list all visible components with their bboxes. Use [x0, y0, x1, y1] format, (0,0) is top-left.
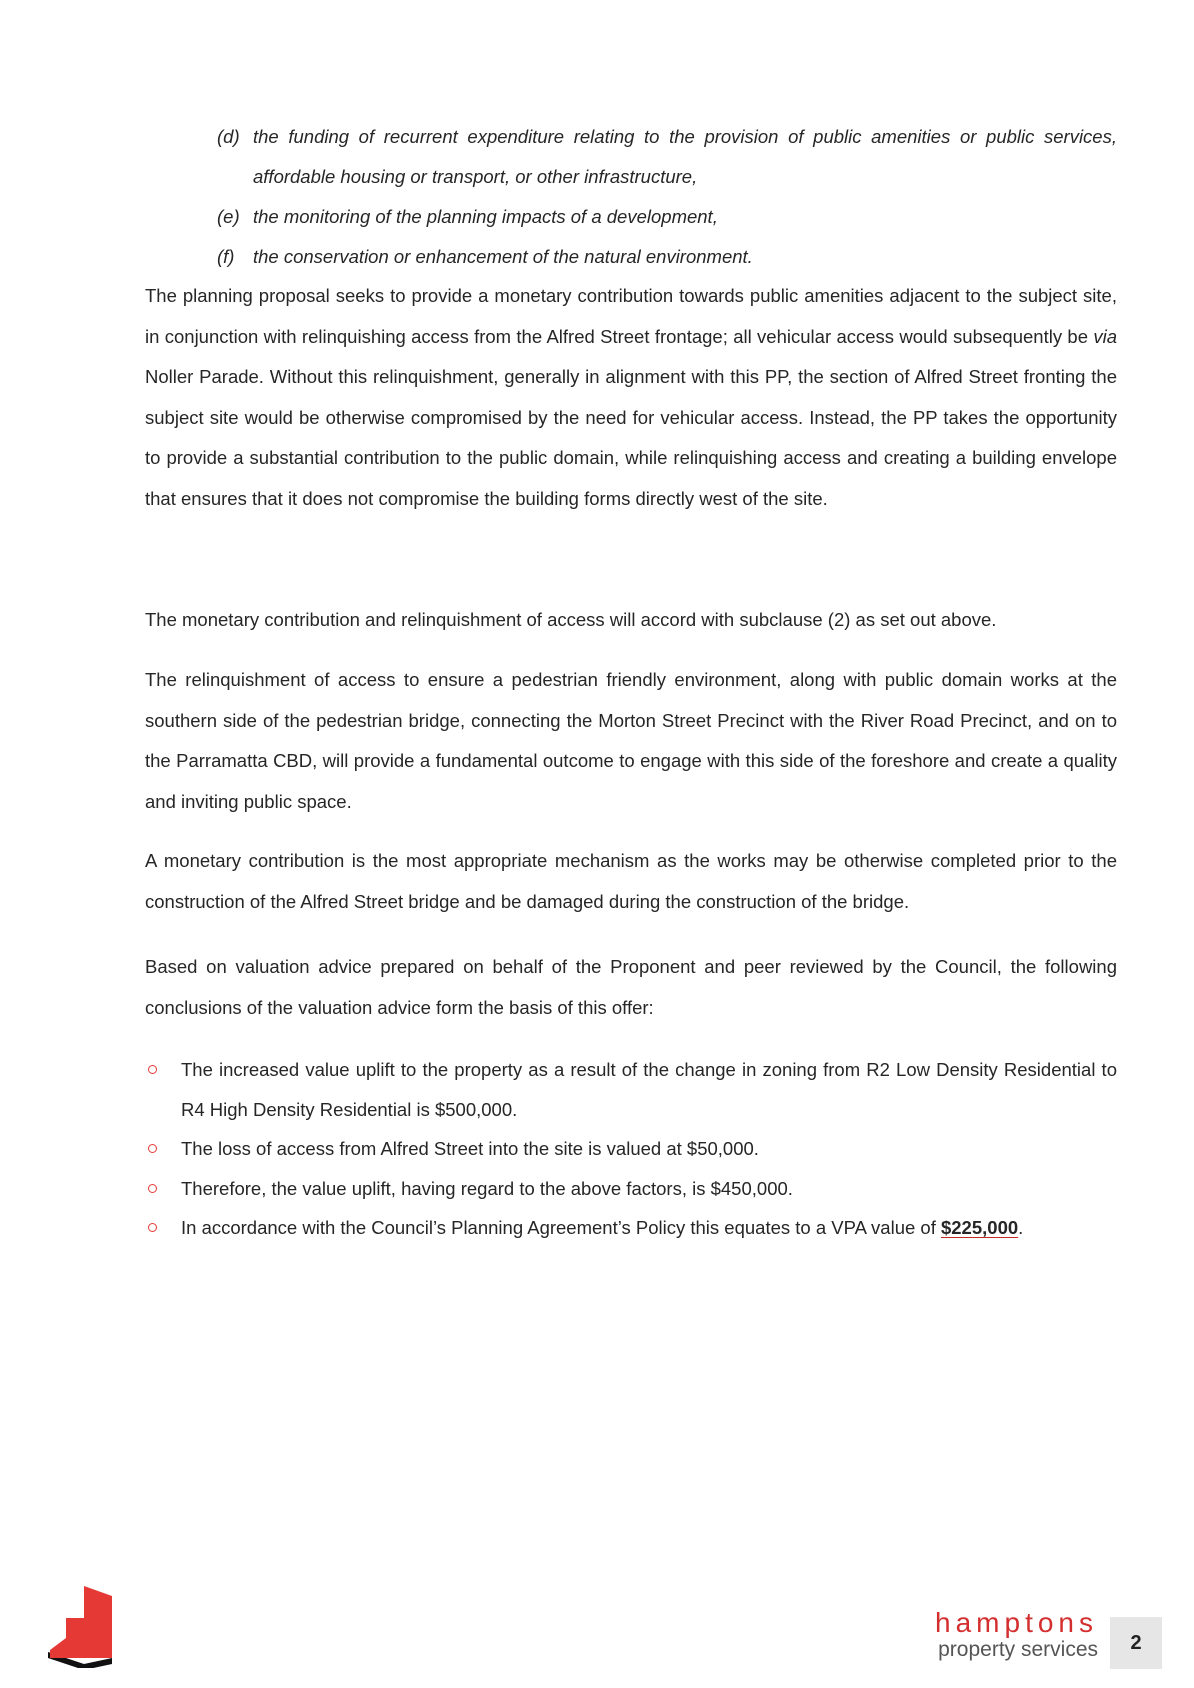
- brand-wordmark: [935, 1608, 1098, 1662]
- clause-text: the funding of recurrent expenditure relating to the provision of public amenities or public services, affordable housing or transport, or other infrastructure,: [253, 126, 1117, 187]
- page-number: 2: [1110, 1617, 1162, 1669]
- clause-item-e: [217, 197, 1117, 237]
- list-item-text: Therefore, the value uplift, having regard to the above factors, is $450,000.: [181, 1177, 793, 1199]
- list-item: [145, 1169, 1117, 1209]
- bullet-circle-icon: [148, 1223, 157, 1232]
- clause-text: the monitoring of the planning impacts of a development,: [253, 206, 718, 227]
- brand-name: hamptons: [935, 1607, 1098, 1638]
- clause-marker: (e): [217, 206, 240, 227]
- paragraph-planning-proposal: [145, 276, 1117, 519]
- clause-marker: (d): [217, 126, 240, 147]
- paragraph-text: The planning proposal seeks to provide a monetary contribution towards public amenities adjacent to the subject site, in conjunction with relinquishing access from the Alfred Street frontage; all vehicular access would subsequently be: [145, 285, 1117, 347]
- paragraph-text: Noller Parade. Without this relinquishment, generally in alignment with this PP, the section of Alfred Street fronting the subject site would be otherwise compromised by the need for vehicular access. Instead, the PP takes the opportunity to provide a substantial contribution to the public domain, while relinquishing access and creating a building envelope that ensures that it does not compromise the building forms directly west of the site.: [145, 366, 1117, 509]
- list-item-text: In accordance with the Council’s Planning Agreement’s Policy this equates to a VPA value of: [181, 1217, 941, 1238]
- paragraph-mechanism: A monetary contribution is the most appropriate mechanism as the works may be otherwise completed prior to the construction of the Alfred Street bridge and be damaged during the construction of the bridge.: [145, 850, 1117, 912]
- list-item: [145, 1208, 1117, 1248]
- clause-text: the conservation or enhancement of the natural environment.: [253, 246, 753, 267]
- list-item: [145, 1129, 1117, 1169]
- bullet-circle-icon: [148, 1065, 157, 1074]
- clause-item-d: [217, 117, 1117, 197]
- list-item: [145, 1050, 1117, 1129]
- bullet-circle-icon: [148, 1144, 157, 1153]
- building-logo-icon: [46, 1578, 116, 1668]
- paragraph-accord: The monetary contribution and relinquishment of access will accord with subclause (2) as set out above.: [145, 609, 997, 630]
- list-item-end: .: [1018, 1217, 1024, 1238]
- vpa-value: $225,000: [940, 1217, 1019, 1238]
- list-item-text: The loss of access from Alfred Street into the site is valued at $50,000.: [181, 1138, 759, 1159]
- clause-marker: (f): [217, 246, 235, 267]
- list-item-text: The increased value uplift to the property as a result of the change in zoning from R2 Low Density Residential to R4 High Density Residential is $500,000.: [181, 1059, 1117, 1120]
- paragraph-valuation: Based on valuation advice prepared on behalf of the Proponent and peer reviewed by the Council, the following conclusions of the valuation advice form the basis of this offer:: [145, 956, 1117, 1018]
- clause-sublist: [217, 117, 1117, 277]
- paragraph-relinquishment: The relinquishment of access to ensure a pedestrian friendly environment, along with public domain works at the southern side of the pedestrian bridge, connecting the Morton Street Precinct with the River Road Precinct, and on to the Parramatta CBD, will provide a fundamental outcome to engage with this side of the foreshore and create a quality and inviting public space.: [145, 669, 1117, 812]
- paragraph-emphasis: via: [1093, 325, 1117, 347]
- valuation-bullets: [145, 1050, 1117, 1248]
- clause-item-f: [217, 237, 1117, 277]
- brand-tagline: property services: [938, 1638, 1098, 1661]
- bullet-circle-icon: [148, 1184, 157, 1193]
